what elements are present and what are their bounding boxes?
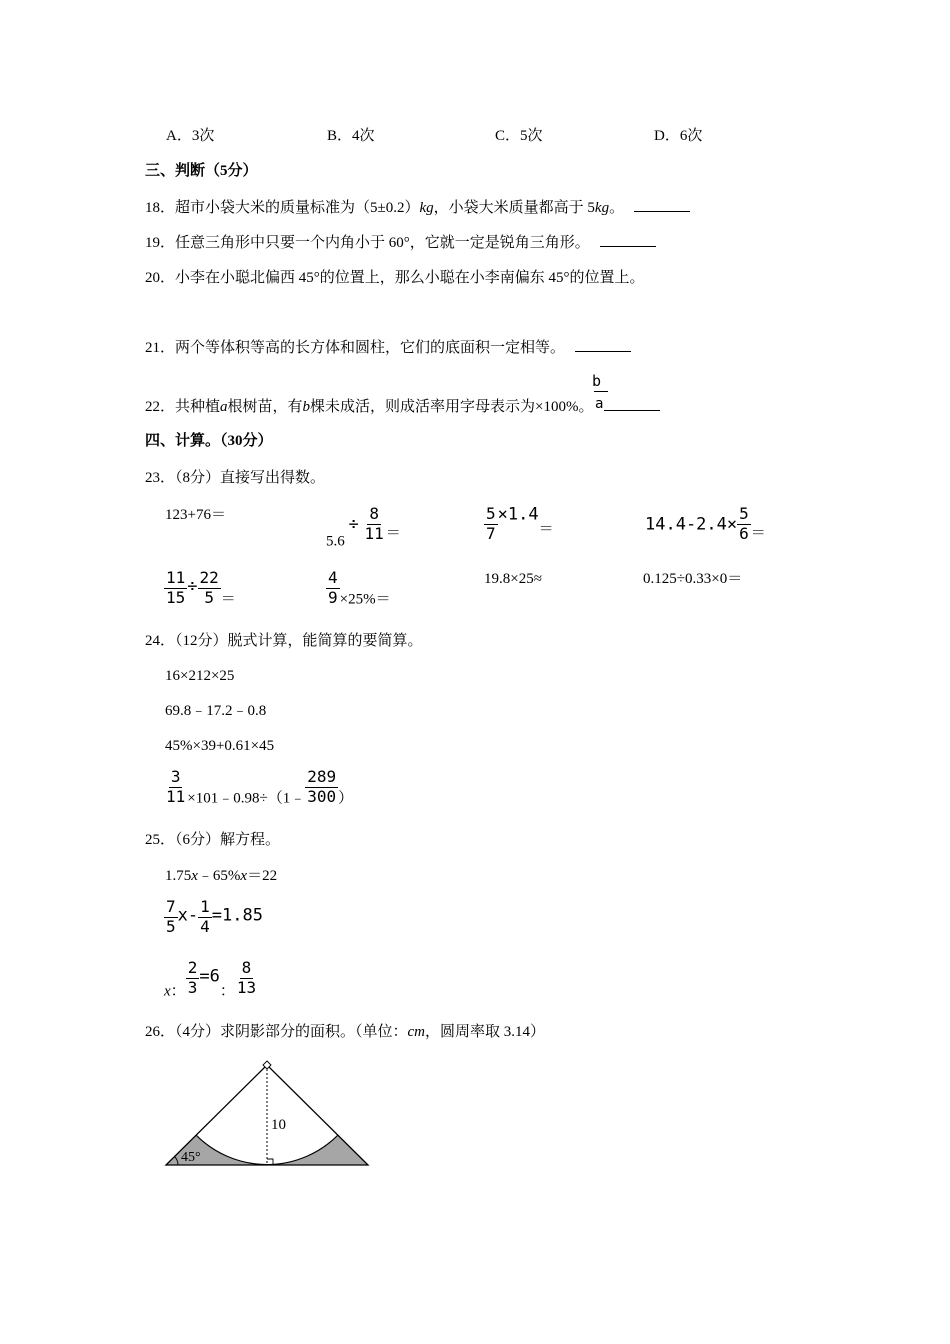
q24-expr-1: 16×212×25 (165, 668, 235, 684)
q25-e3-num1: 2 (187, 958, 198, 977)
q22-suffix: ×100%。 (535, 399, 594, 415)
question-24-title: 24．（12分）脱式计算，能简算的要简算。 (145, 633, 423, 649)
q25-e2-num2: 1 (200, 897, 210, 916)
q22-mid-1: 根树苗，有 (227, 399, 303, 415)
question-18 (145, 201, 690, 216)
q25-e3-den2: 13 (236, 977, 257, 997)
question-25-title: 25．（6分）解方程。 (145, 832, 281, 848)
q24-e4-den1: 11 (166, 786, 186, 806)
q23-e4-lead: 14.4-2.4× (645, 514, 738, 535)
q24-e4-num2: 289 (307, 767, 337, 786)
q21-text: 21．两个等体积等高的长方体和圆柱，它们的底面积一定相等。 (145, 340, 566, 356)
q19-text: 19．任意三角形中只要一个内角小于 60°，它就一定是锐角三角形。 (145, 235, 590, 251)
q25-e3-den1: 3 (187, 977, 198, 997)
q23-expr-6 (326, 570, 391, 608)
answer-blank[interactable] (634, 210, 690, 212)
question-26-title (145, 1025, 545, 1040)
option-b: B．4次 (327, 128, 375, 144)
q23-e3-num: 5 (486, 504, 496, 523)
q23-expr-3 (484, 506, 554, 543)
q23-expr-4 (645, 506, 766, 543)
answer-blank[interactable] (604, 409, 660, 411)
q25-e1-mid: ﹣65% (197, 868, 241, 884)
q25-expr-1 (165, 869, 277, 884)
q23-e5-op: ÷ (187, 576, 198, 597)
q18-unit-1: kg (419, 200, 434, 216)
q24-e4-num1: 3 (170, 767, 181, 786)
q25-e3-mid: =6 (199, 966, 220, 987)
q20-text: 20．小李在小聪北偏西 45°的位置上，那么小聪在小李南偏东 45°的位置上。 (145, 270, 645, 286)
q25-e3-colon-2: ： (219, 983, 235, 1000)
q23-e2-num: 8 (369, 504, 379, 523)
shaded-area-figure (160, 1058, 375, 1170)
section-4-title: 四、计算。（30分） (145, 433, 273, 449)
q23-e5-den1: 15 (166, 587, 186, 607)
q22-frac-num: b (592, 372, 602, 390)
q22-var-b: b (302, 399, 311, 415)
q23-e3-den: 7 (486, 523, 496, 543)
section-3-title: 三、判断（5分） (145, 163, 258, 179)
q23-e3-tail: ＝ (538, 521, 554, 538)
q24-e4-den2: 300 (307, 786, 337, 806)
q23-e4-den: 6 (739, 523, 749, 543)
q22-prefix: 22．共种植 (145, 399, 221, 415)
q23-e2-tail: ＝ (385, 525, 401, 542)
q23-e6-tail: ×25%＝ (339, 591, 391, 608)
q23-e6-num: 4 (328, 568, 338, 587)
option-d: D．6次 (654, 128, 703, 144)
question-19 (145, 236, 656, 251)
q24-e4-tail: ） (338, 790, 354, 807)
q22-frac-den: a (595, 396, 604, 412)
q25-e1-a: 1.75 (165, 868, 192, 884)
q22-fraction (590, 374, 603, 391)
question-20 (145, 271, 645, 286)
q25-e1-x2: x (240, 868, 248, 884)
q25-e2-den1: 5 (166, 916, 176, 936)
answer-blank[interactable] (600, 245, 656, 247)
height-label: 10 (271, 1117, 286, 1133)
q23-e5-tail: ＝ (220, 591, 236, 608)
q18-end: 。 (609, 200, 625, 216)
option-a: A．3次 (166, 128, 215, 144)
q24-expr-2: 69.8﹣17.2﹣0.8 (165, 703, 267, 719)
q25-e1-x1: x (191, 868, 198, 884)
q23-e5-num1: 11 (166, 568, 186, 587)
q23-expr-7: 19.8×25≈ (484, 571, 542, 587)
q24-expr-3: 45%×39+0.61×45 (165, 738, 275, 754)
q18-unit-2: kg (594, 200, 610, 216)
question-23-title: 23．（8分）直接写出得数。 (145, 470, 326, 486)
q23-expr-5 (164, 570, 236, 608)
q25-e3-x: x (164, 983, 171, 1000)
q23-e2-lead: 5.6 (326, 533, 345, 550)
q25-expr-2 (164, 899, 263, 936)
q25-e3-num2: 8 (241, 958, 252, 977)
q23-e4-tail: ＝ (750, 525, 766, 542)
q22-var-a: a (220, 399, 228, 415)
q23-expr-8: 0.125÷0.33×0＝ (643, 571, 743, 587)
q23-expr-1: 123+76＝ (165, 507, 226, 523)
q22-frac-line (594, 391, 608, 392)
q23-e5-num2: 22 (199, 568, 219, 587)
q18-prefix: 18．超市小袋大米的质量标准为（5±0.2） (145, 200, 420, 216)
q22-mid-2: 棵未成活，则成活率用字母表示为 (310, 399, 536, 415)
q26-title-suffix: ，圆周率取 3.14） (425, 1024, 546, 1040)
q25-e2-den2: 4 (200, 916, 210, 936)
q25-e2-num1: 7 (166, 897, 176, 916)
q25-e2-mid: x- (177, 905, 199, 926)
q24-expr-4 (164, 769, 353, 807)
question-21 (145, 341, 631, 356)
q23-e2-den: 11 (364, 523, 384, 543)
q25-e3-colon-1: ： (170, 983, 186, 1000)
q23-e6-den: 9 (328, 587, 338, 607)
q26-title-prefix: 26．（4分）求阴影部分的面积。（单位： (145, 1024, 408, 1040)
q25-expr-3 (164, 960, 258, 1000)
q23-e4-num: 5 (739, 504, 749, 523)
q23-e5-den2: 5 (204, 587, 214, 607)
q26-unit: cm (407, 1024, 426, 1040)
q25-e1-tail: ＝22 (247, 868, 278, 884)
q23-e2-op: ÷ (348, 514, 359, 535)
q23-expr-2 (326, 506, 401, 550)
q23-e3-rest: ×1.4 (497, 504, 539, 525)
answer-blank[interactable] (575, 350, 631, 352)
q18-mid: ，小袋大米质量都高于 5 (433, 200, 595, 216)
q24-e4-mid: ×101﹣0.98÷（1﹣ (187, 790, 306, 807)
option-c: C．5次 (495, 128, 543, 144)
question-22 (145, 400, 660, 415)
q25-e2-tail: =1.85 (211, 905, 263, 926)
angle-label: 45° (181, 1150, 201, 1165)
